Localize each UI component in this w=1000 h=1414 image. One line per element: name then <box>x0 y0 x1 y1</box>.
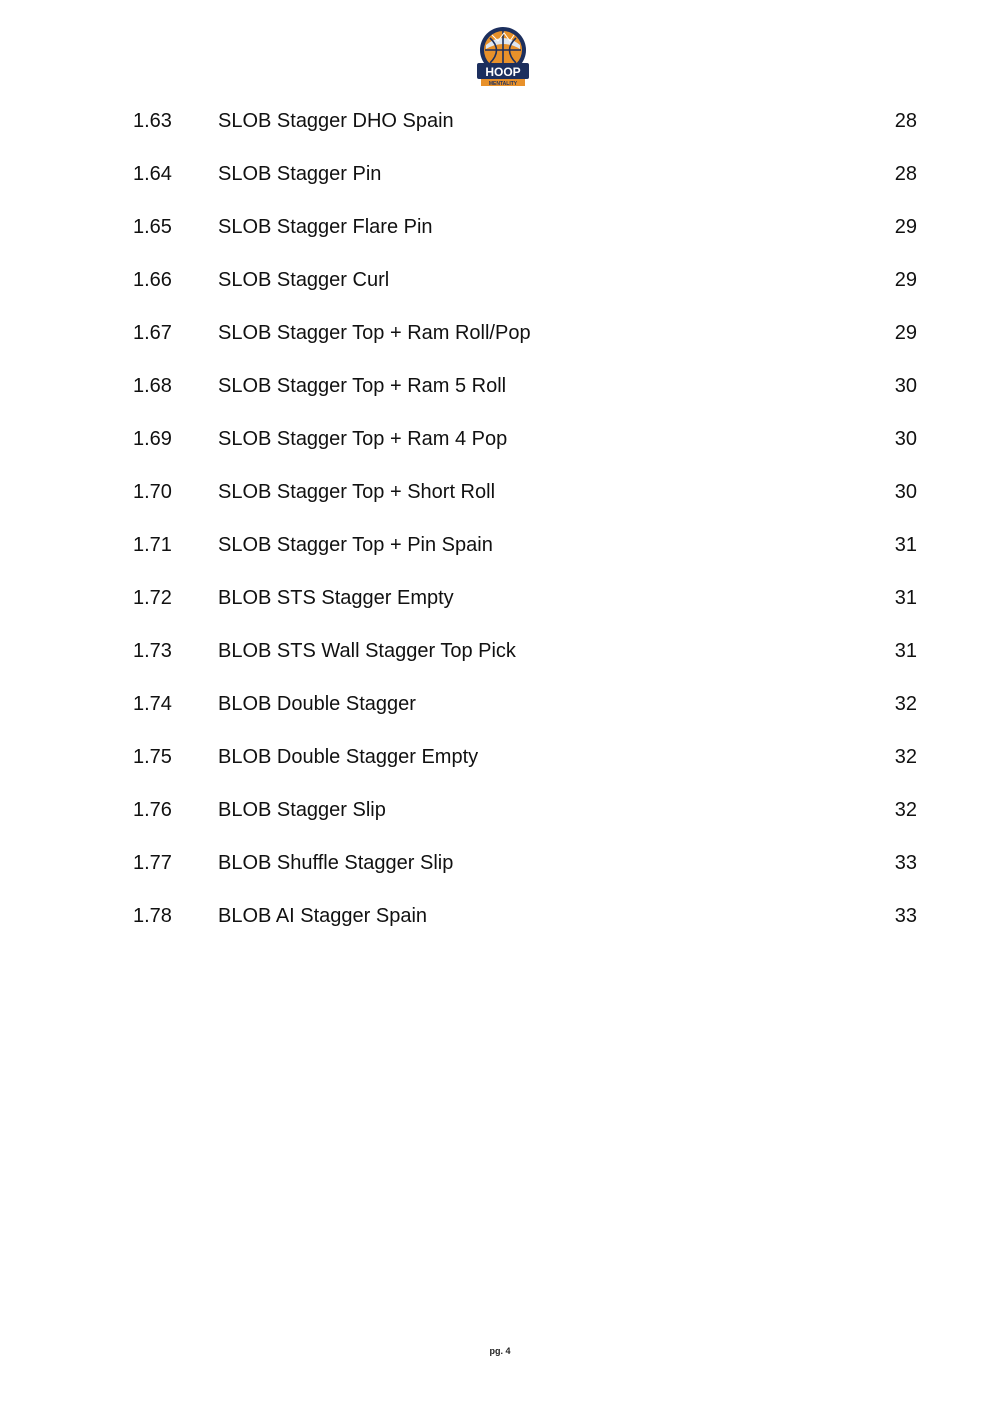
toc-row[interactable] <box>0 414 1000 467</box>
toc-row[interactable] <box>0 149 1000 202</box>
toc-row[interactable] <box>0 679 1000 732</box>
toc-number: 1.66 <box>133 269 172 291</box>
toc-page: 29 <box>894 322 917 344</box>
toc-number: 1.65 <box>133 216 172 238</box>
toc-title: BLOB Double Stagger <box>218 693 416 715</box>
toc-number: 1.68 <box>133 375 172 397</box>
toc-number: 1.77 <box>133 852 172 874</box>
toc-number: 1.69 <box>133 428 172 450</box>
toc-page: 30 <box>894 481 917 503</box>
toc-page: 30 <box>894 428 917 450</box>
toc-title: SLOB Stagger Top + Short Roll <box>218 481 496 503</box>
toc-title: BLOB Double Stagger Empty <box>218 746 479 768</box>
toc-row[interactable] <box>0 891 1000 944</box>
toc-number: 1.64 <box>133 163 172 185</box>
toc-page: 28 <box>894 110 917 132</box>
toc-page: 31 <box>894 640 917 662</box>
toc-row[interactable] <box>0 255 1000 308</box>
toc-number: 1.71 <box>133 534 172 556</box>
toc-number: 1.75 <box>133 746 172 768</box>
basketball-globe-icon <box>474 25 532 89</box>
toc-title: SLOB Stagger Top + Ram Roll/Pop <box>218 322 531 344</box>
toc-title: SLOB Stagger Top + Ram 5 Roll <box>218 375 507 397</box>
toc-page: 32 <box>894 799 917 821</box>
toc-title: SLOB Stagger Flare Pin <box>218 216 433 238</box>
toc-number: 1.67 <box>133 322 172 344</box>
toc-row[interactable] <box>0 202 1000 255</box>
toc-title: SLOB Stagger Curl <box>218 269 390 291</box>
toc-row[interactable] <box>0 308 1000 361</box>
toc-row[interactable] <box>0 626 1000 679</box>
toc-page: 31 <box>894 534 917 556</box>
toc-page: 32 <box>894 693 917 715</box>
toc-row[interactable] <box>0 467 1000 520</box>
toc-title: BLOB Stagger Slip <box>218 799 386 821</box>
toc-page: 32 <box>894 746 917 768</box>
toc-number: 1.73 <box>133 640 172 662</box>
toc-title: SLOB Stagger Top + Ram 4 Pop <box>218 428 508 450</box>
toc-number: 1.63 <box>133 110 172 132</box>
toc-row[interactable] <box>0 732 1000 785</box>
toc-title: BLOB STS Stagger Empty <box>218 587 454 609</box>
toc-page: 28 <box>894 163 917 185</box>
toc-number: 1.70 <box>133 481 172 503</box>
toc-title: BLOB AI Stagger Spain <box>218 905 428 927</box>
table-of-contents <box>0 96 1000 944</box>
toc-page: 29 <box>894 269 917 291</box>
toc-title: SLOB Stagger Pin <box>218 163 382 185</box>
page-number-footer: pg. 4 <box>489 1346 511 1356</box>
toc-title: SLOB Stagger Top + Pin Spain <box>218 534 493 556</box>
toc-row[interactable] <box>0 785 1000 838</box>
toc-title: SLOB Stagger DHO Spain <box>218 110 454 132</box>
toc-title: BLOB Shuffle Stagger Slip <box>218 852 454 874</box>
toc-row[interactable] <box>0 838 1000 891</box>
toc-page: 29 <box>894 216 917 238</box>
toc-page: 33 <box>894 905 917 927</box>
toc-number: 1.76 <box>133 799 172 821</box>
toc-row[interactable] <box>0 361 1000 414</box>
logo-text-top: HOOP <box>485 65 521 79</box>
toc-page: 31 <box>894 587 917 609</box>
toc-row[interactable] <box>0 520 1000 573</box>
toc-page: 30 <box>894 375 917 397</box>
hoop-mentality-logo <box>474 25 532 89</box>
toc-title: BLOB STS Wall Stagger Top Pick <box>218 640 516 662</box>
toc-page: 33 <box>894 852 917 874</box>
toc-number: 1.74 <box>133 693 172 715</box>
logo-text-bottom: MENTALITY <box>488 81 518 87</box>
toc-row[interactable] <box>0 96 1000 149</box>
toc-number: 1.78 <box>133 905 172 927</box>
toc-number: 1.72 <box>133 587 172 609</box>
toc-row[interactable] <box>0 573 1000 626</box>
